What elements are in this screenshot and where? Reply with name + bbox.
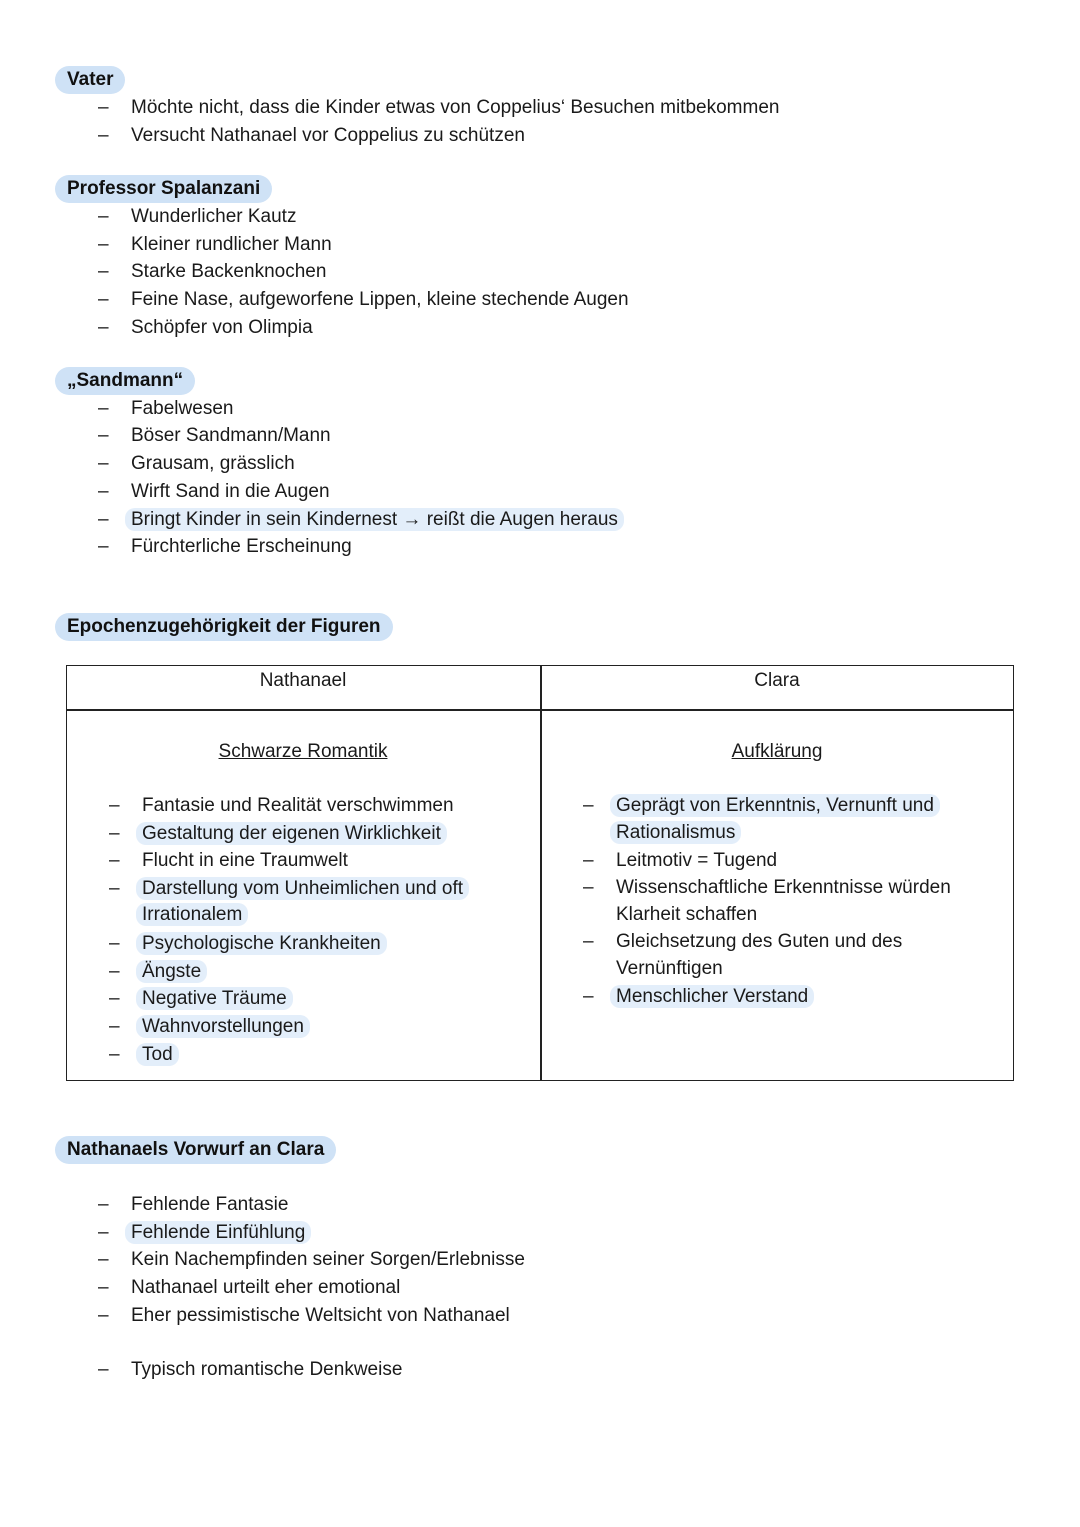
bullet-dash: – xyxy=(583,850,594,871)
list-item xyxy=(131,1221,311,1245)
table-list-item xyxy=(142,987,293,1011)
table-list-item: Gleichsetzung des Guten und des xyxy=(616,931,903,952)
list-item: Schöpfer von Olimpia xyxy=(131,317,313,338)
table-list-item-continuation: Vernünftigen xyxy=(616,958,723,979)
highlighted-text: Ängste xyxy=(136,960,207,983)
list-item: Starke Backenknochen xyxy=(131,261,327,282)
bullet-dash: – xyxy=(583,931,594,952)
bullet-dash: – xyxy=(109,988,120,1009)
list-item: Wirft Sand in die Augen xyxy=(131,481,330,502)
table-list-item xyxy=(142,877,469,901)
bullet-dash: – xyxy=(98,317,109,338)
subtitle-aufklaerung: Aufklärung xyxy=(731,741,823,762)
table-list-item-continuation xyxy=(142,903,248,927)
bullet-dash: – xyxy=(98,97,109,118)
highlighted-text: Gestaltung der eigenen Wirklichkeit xyxy=(136,822,447,845)
list-item: Möchte nicht, dass die Kinder etwas von Coppelius‘ Besuchen mitbekommen xyxy=(131,97,780,118)
highlighted-text: Rationalismus xyxy=(610,821,741,844)
section-heading-vorwurf: Nathanaels Vorwurf an Clara xyxy=(55,1136,336,1164)
section-heading-spalanzani: Professor Spalanzani xyxy=(55,175,272,203)
bullet-dash: – xyxy=(98,261,109,282)
highlighted-text: Tod xyxy=(136,1043,179,1066)
list-item: Fabelwesen xyxy=(131,398,234,419)
table-divider-vertical xyxy=(540,665,542,1081)
list-item: Versucht Nathanael vor Coppelius zu schützen xyxy=(131,125,525,146)
table-header-nathanael: Nathanael xyxy=(259,670,347,691)
list-item: Böser Sandmann/Mann xyxy=(131,425,331,446)
table-header-clara: Clara xyxy=(754,670,800,691)
list-item: Fürchterliche Erscheinung xyxy=(131,536,352,557)
bullet-dash: – xyxy=(98,125,109,146)
table-list-item-continuation: Klarheit schaffen xyxy=(616,904,758,925)
list-item: Feine Nase, aufgeworfene Lippen, kleine stechende Augen xyxy=(131,289,629,310)
list-item: Nathanael urteilt eher emotional xyxy=(131,1277,401,1298)
table-list-item xyxy=(142,822,447,846)
highlighted-text: Psychologische Krankheiten xyxy=(136,932,387,955)
bullet-dash: – xyxy=(98,425,109,446)
bullet-dash: – xyxy=(98,509,109,530)
table-list-item-continuation xyxy=(616,821,741,845)
table-list-item xyxy=(142,960,207,984)
bullet-dash: – xyxy=(583,877,594,898)
bullet-dash: – xyxy=(98,1359,109,1380)
bullet-dash: – xyxy=(109,795,120,816)
table-list-item: Leitmotiv = Tugend xyxy=(616,850,778,871)
highlighted-text: Menschlicher Verstand xyxy=(610,985,814,1008)
bullet-dash: – xyxy=(98,206,109,227)
list-item: Typisch romantische Denkweise xyxy=(131,1359,403,1380)
bullet-dash: – xyxy=(109,961,120,982)
bullet-dash: – xyxy=(583,795,594,816)
bullet-dash: – xyxy=(98,536,109,557)
bullet-dash: – xyxy=(98,398,109,419)
bullet-dash: – xyxy=(109,878,120,899)
bullet-dash: – xyxy=(583,986,594,1007)
bullet-dash: – xyxy=(98,1194,109,1215)
section-heading-sandmann: „Sandmann“ xyxy=(55,367,195,395)
highlighted-text: Geprägt von Erkenntnis, Vernunft und xyxy=(610,794,940,817)
list-item: Eher pessimistische Weltsicht von Nathanael xyxy=(131,1305,510,1326)
bullet-dash: – xyxy=(98,481,109,502)
section-heading-vater: Vater xyxy=(55,66,125,94)
bullet-dash: – xyxy=(98,1305,109,1326)
highlighted-text: Fehlende Einfühlung xyxy=(125,1221,311,1244)
table-list-item xyxy=(142,1015,310,1039)
highlighted-text: Irrationalem xyxy=(136,903,248,926)
bullet-dash: – xyxy=(98,453,109,474)
table-list-item: Flucht in eine Traumwelt xyxy=(142,850,348,871)
table-list-item xyxy=(142,932,387,956)
bullet-dash: – xyxy=(98,1277,109,1298)
bullet-dash: – xyxy=(98,234,109,255)
highlighted-text: Bringt Kinder in sein Kindernest → reißt die Augen heraus xyxy=(125,508,624,531)
table-list-item: Wissenschaftliche Erkenntnisse würden xyxy=(616,877,951,898)
bullet-dash: – xyxy=(109,1044,120,1065)
bullet-dash: – xyxy=(98,1222,109,1243)
bullet-dash: – xyxy=(109,1016,120,1037)
table-list-item: Fantasie und Realität verschwimmen xyxy=(142,795,454,816)
list-item: Wunderlicher Kautz xyxy=(131,206,297,227)
list-item: Kleiner rundlicher Mann xyxy=(131,234,332,255)
bullet-dash: – xyxy=(109,823,120,844)
highlighted-text: Darstellung vom Unheimlichen und oft xyxy=(136,877,469,900)
list-item: Fehlende Fantasie xyxy=(131,1194,289,1215)
table-list-item xyxy=(616,985,814,1009)
highlighted-text: Negative Träume xyxy=(136,987,293,1010)
list-item xyxy=(131,508,624,532)
list-item: Kein Nachempfinden seiner Sorgen/Erlebnisse xyxy=(131,1249,525,1270)
highlighted-text: Wahnvorstellungen xyxy=(136,1015,310,1038)
table-list-item xyxy=(142,1043,179,1067)
subtitle-schwarze-romantik: Schwarze Romantik xyxy=(218,741,388,762)
bullet-dash: – xyxy=(109,933,120,954)
bullet-dash: – xyxy=(109,850,120,871)
section-heading-epoche: Epochenzugehörigkeit der Figuren xyxy=(55,613,393,641)
bullet-dash: – xyxy=(98,1249,109,1270)
table-divider-horizontal xyxy=(66,709,1014,711)
table-list-item xyxy=(616,794,940,818)
list-item: Grausam, grässlich xyxy=(131,453,295,474)
bullet-dash: – xyxy=(98,289,109,310)
